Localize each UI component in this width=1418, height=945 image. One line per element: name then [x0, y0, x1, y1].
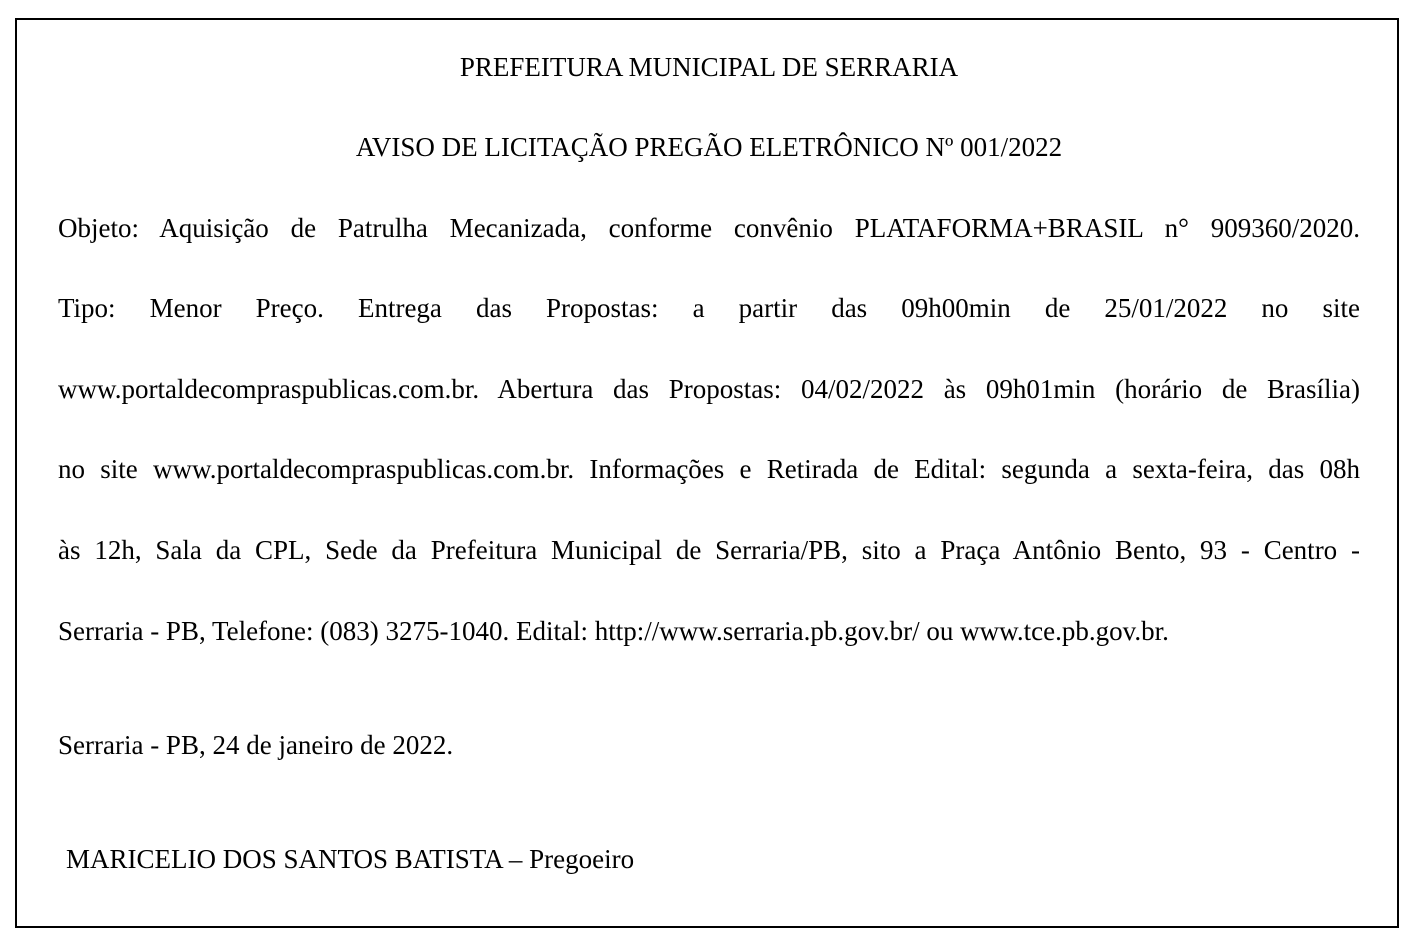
signature-line: MARICELIO DOS SANTOS BATISTA – Pregoeiro: [66, 844, 635, 874]
institution-heading: PREFEITURA MUNICIPAL DE SERRARIA: [459, 52, 959, 82]
body-line: www.portaldecompraspublicas.com.br. Abertura das Propostas: 04/02/2022 às 09h01min (horário de Brasília): [58, 374, 1360, 404]
date-line: Serraria - PB, 24 de janeiro de 2022.: [58, 730, 454, 760]
body-line: no site www.portaldecompraspublicas.com.br. Informações e Retirada de Edital: segunda a sexta-feira, das 08h: [58, 454, 1360, 484]
body-line: às 12h, Sala da CPL, Sede da Prefeitura Municipal de Serraria/PB, sito a Praça Antônio Bento, 93 - Centro -: [58, 535, 1360, 565]
notice-title: AVISO DE LICITAÇÃO PREGÃO ELETRÔNICO Nº 001/2022: [355, 132, 1063, 162]
body-line: Tipo: Menor Preço. Entrega das Propostas: a partir das 09h00min de 25/01/2022 no site: [58, 293, 1360, 323]
body-line: Serraria - PB, Telefone: (083) 3275-1040. Edital: http://www.serraria.pb.gov.br/ ou www.tce.pb.gov.br.: [58, 616, 1169, 646]
body-line: Objeto: Aquisição de Patrulha Mecanizada, conforme convênio PLATAFORMA+BRASIL n° 909360/2020.: [58, 213, 1360, 243]
